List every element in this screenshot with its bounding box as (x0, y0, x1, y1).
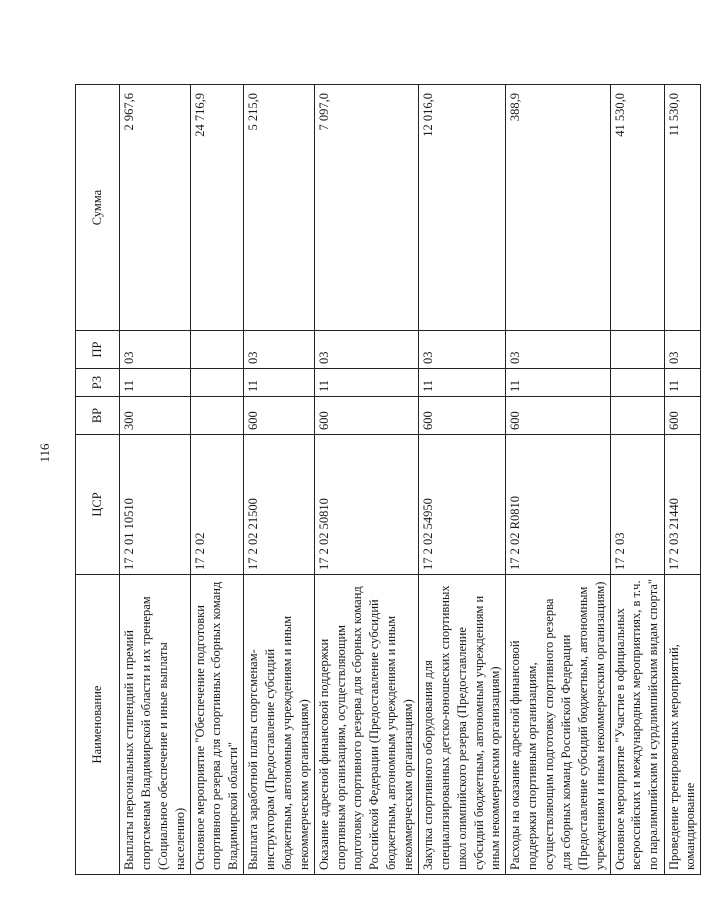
table-row (314, 85, 418, 875)
row-rz: 11 (506, 369, 610, 397)
row-rz (610, 369, 664, 397)
table-row (190, 85, 244, 875)
header-csr: ЦСР (76, 435, 120, 575)
table-row (506, 85, 610, 875)
row-rz: 11 (418, 369, 505, 397)
row-name: Расходы на оказание адресной финансовой поддержки спортивным организациям, осуществляющим подготовку спортивного резерва для сборных команд Российской Федерации (Предоставление субсидий бюджетным, автономным учреждениям и иным некоммерческим организациям) (506, 575, 610, 875)
row-csr: 17 2 01 10510 (120, 435, 191, 575)
budget-table (75, 84, 701, 875)
row-csr: 17 2 02 21500 (244, 435, 315, 575)
row-csr: 17 2 02 54950 (418, 435, 505, 575)
row-vr: 600 (418, 397, 505, 435)
header-rz: РЗ (76, 369, 120, 397)
header-pr: ПР (76, 331, 120, 369)
row-sum: 2 967,6 (120, 85, 191, 331)
row-pr (190, 331, 244, 369)
row-csr: 17 2 03 21440 (664, 435, 701, 575)
row-vr: 300 (120, 397, 191, 435)
row-name: Проведение тренировочных мероприятий, командирование (664, 575, 701, 875)
row-vr: 600 (506, 397, 610, 435)
row-csr: 17 2 02 (190, 435, 244, 575)
row-name: Основное мероприятие "Обеспечение подготовки спортивного резерва для спортивных сборных команд Владимирской области" (190, 575, 244, 875)
row-sum: 12 016,0 (418, 85, 505, 331)
row-vr (610, 397, 664, 435)
row-pr: 03 (244, 331, 315, 369)
row-csr: 17 2 02 50810 (314, 435, 418, 575)
header-name: Наименование (76, 575, 120, 875)
row-sum: 5 215,0 (244, 85, 315, 331)
row-vr (190, 397, 244, 435)
row-name: Закупка спортивного оборудования для специализированных детско-юношеских спортивных школ олимпийского резерва (Предоставление субсидий бюджетным, автономным учреждениям и иным некоммерческим организациям) (418, 575, 505, 875)
row-name: Выплаты персональных стипендий и премий спортсменам Владимирской области и их тренерам (Социальное обеспечение и иные выплаты населению) (120, 575, 191, 875)
row-rz: 11 (120, 369, 191, 397)
row-name: Выплата заработной платы спортсменам-инструкторам (Предоставление субсидий бюджетным, автономным учреждениям и иным некоммерческим организациям) (244, 575, 315, 875)
row-pr (610, 331, 664, 369)
row-pr: 03 (506, 331, 610, 369)
row-sum: 11 530,0 (664, 85, 701, 331)
row-sum: 24 716,9 (190, 85, 244, 331)
row-name: Основное мероприятие "Участие в официальных всероссийских и международных мероприятиях, в т.ч. по паралимпийским и сурдлимпийским видам спорта" (610, 575, 664, 875)
row-pr: 03 (418, 331, 505, 369)
table-row (664, 85, 701, 875)
row-vr: 600 (244, 397, 315, 435)
row-sum: 388,9 (506, 85, 610, 331)
row-vr: 600 (664, 397, 701, 435)
row-pr: 03 (120, 331, 191, 369)
row-rz: 11 (664, 369, 701, 397)
table-row (120, 85, 191, 875)
row-rz: 11 (244, 369, 315, 397)
page-number: 116 (37, 443, 52, 463)
budget-table-sheet (75, 85, 698, 875)
row-rz (190, 369, 244, 397)
row-rz: 11 (314, 369, 418, 397)
row-csr: 17 2 02 R0810 (506, 435, 610, 575)
table-row (610, 85, 664, 875)
table-row (418, 85, 505, 875)
row-vr: 600 (314, 397, 418, 435)
header-sum: Сумма (76, 85, 120, 331)
row-pr: 03 (664, 331, 701, 369)
header-vr: ВР (76, 397, 120, 435)
table-row (244, 85, 315, 875)
row-name: Оказание адресной финансовой поддержки спортивным организациям, осуществляющим подготовку спортивного резерва для сборных команд Российской Федерации (Предоставление субсидий бюджетным, автономным учреждениям и иным некоммерческим организациям) (314, 575, 418, 875)
row-sum: 7 097,0 (314, 85, 418, 331)
row-pr: 03 (314, 331, 418, 369)
row-csr: 17 2 03 (610, 435, 664, 575)
table-header-row (76, 85, 120, 875)
row-sum: 41 530,0 (610, 85, 664, 331)
